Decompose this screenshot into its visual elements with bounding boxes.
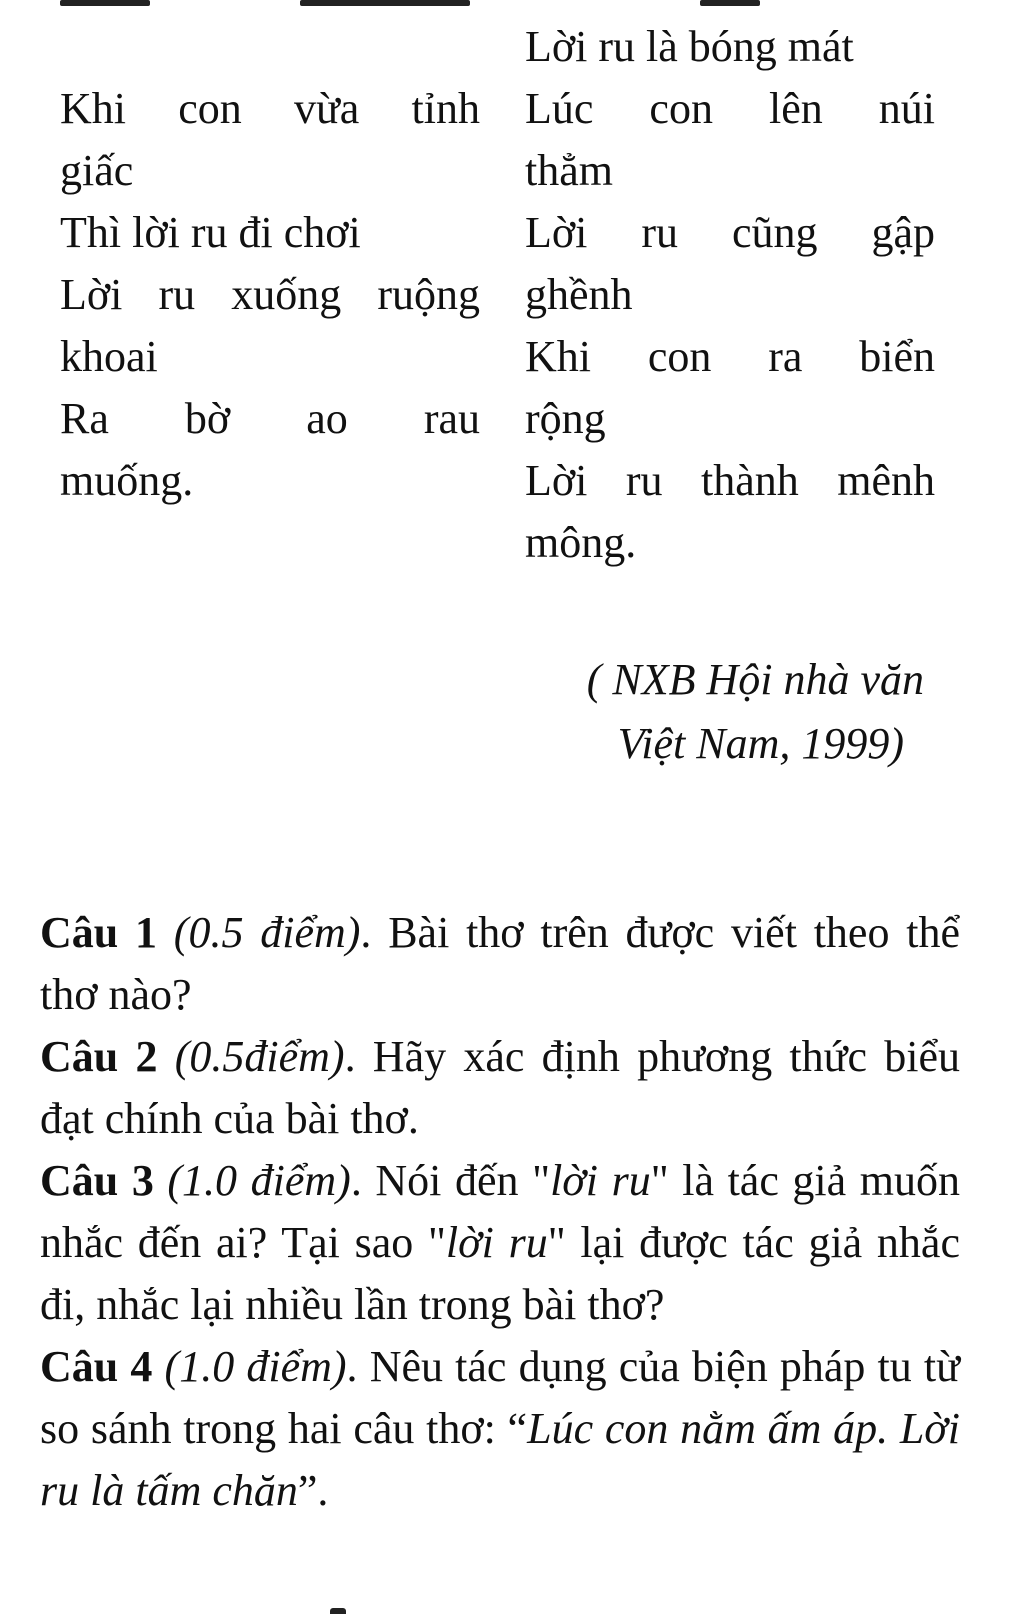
poem-line: mông.	[525, 518, 637, 567]
question-text: " lại được tác giả nhắc đi, nhắc lại nhiều lần trong bài thơ?	[40, 1218, 960, 1329]
question-1	[40, 902, 960, 1026]
question-points: (0.5điểm)	[157, 1032, 345, 1081]
question-quote: Lúc con nằm ấm áp. Lời ru là tấm chăn	[40, 1404, 960, 1515]
cutoff-text-fragment	[700, 0, 760, 6]
question-text: . Hãy xác định phương thức biểu đạt chính của bài thơ.	[40, 1032, 961, 1143]
source-citation	[504, 648, 924, 776]
poem-line-text: Khi con vừa tỉnh	[60, 84, 480, 133]
poem-line-text: Lúc con lên núi	[525, 84, 935, 133]
question-text: . Nêu tác dụng của biện pháp tu từ so sánh trong hai câu thơ: “	[40, 1342, 960, 1453]
poem-line	[525, 78, 935, 140]
poem-line: Thì lời ru đi chơi	[60, 208, 361, 257]
question-text: ”.	[297, 1466, 329, 1515]
poem-line	[60, 78, 480, 140]
poem-line: khoai	[60, 332, 158, 381]
question-text: . Bài thơ trên được viết theo thể thơ nào?	[40, 908, 960, 1019]
poem-left-column	[60, 78, 480, 512]
poem-line: muống.	[60, 456, 194, 505]
question-label: Câu 4	[40, 1342, 153, 1391]
poem-line: Lời ru là bóng mát	[525, 22, 854, 71]
poem-line: rộng	[525, 394, 606, 443]
poem-line-text: Lời ru thành mênh	[525, 456, 935, 505]
poem-line-text: Lời ru cũng gập	[525, 208, 935, 257]
poem-right-column	[525, 16, 935, 574]
question-quote: lời ru	[445, 1218, 548, 1267]
cutoff-text-fragment	[300, 0, 470, 6]
question-4	[40, 1336, 960, 1522]
cutoff-text-fragment	[60, 0, 150, 6]
question-points: (0.5 điểm)	[157, 908, 361, 957]
question-3	[40, 1150, 960, 1336]
poem-line: ghềnh	[525, 270, 633, 319]
poem-line	[525, 326, 935, 388]
question-text: . Nói đến "	[350, 1156, 551, 1205]
question-text: " là tác giả muốn nhắc đến ai? Tại sao "	[40, 1156, 960, 1267]
question-label: Câu 2	[40, 1032, 158, 1081]
poem-line	[525, 450, 935, 512]
question-quote: lời ru	[550, 1156, 651, 1205]
source-line: Việt Nam, 1999)	[617, 719, 904, 768]
source-line: ( NXB Hội nhà văn	[586, 655, 924, 704]
question-label: Câu 3	[40, 1156, 154, 1205]
question-points: (1.0 điểm)	[153, 1156, 351, 1205]
poem-line: giấc	[60, 146, 134, 195]
poem-line-text: Lời ru xuống ruộng	[60, 270, 480, 319]
poem-line	[60, 388, 480, 450]
poem-line-text: Ra bờ ao rau	[60, 394, 480, 443]
poem-line	[525, 202, 935, 264]
question-list	[40, 902, 960, 1522]
question-points: (1.0 điểm)	[152, 1342, 347, 1391]
poem-line: thẳm	[525, 146, 613, 195]
poem-line-text: Khi con ra biển	[525, 332, 935, 381]
cutoff-text-fragment	[330, 1608, 346, 1614]
poem-line	[60, 264, 480, 326]
question-label: Câu 1	[40, 908, 158, 957]
question-2	[40, 1026, 960, 1150]
